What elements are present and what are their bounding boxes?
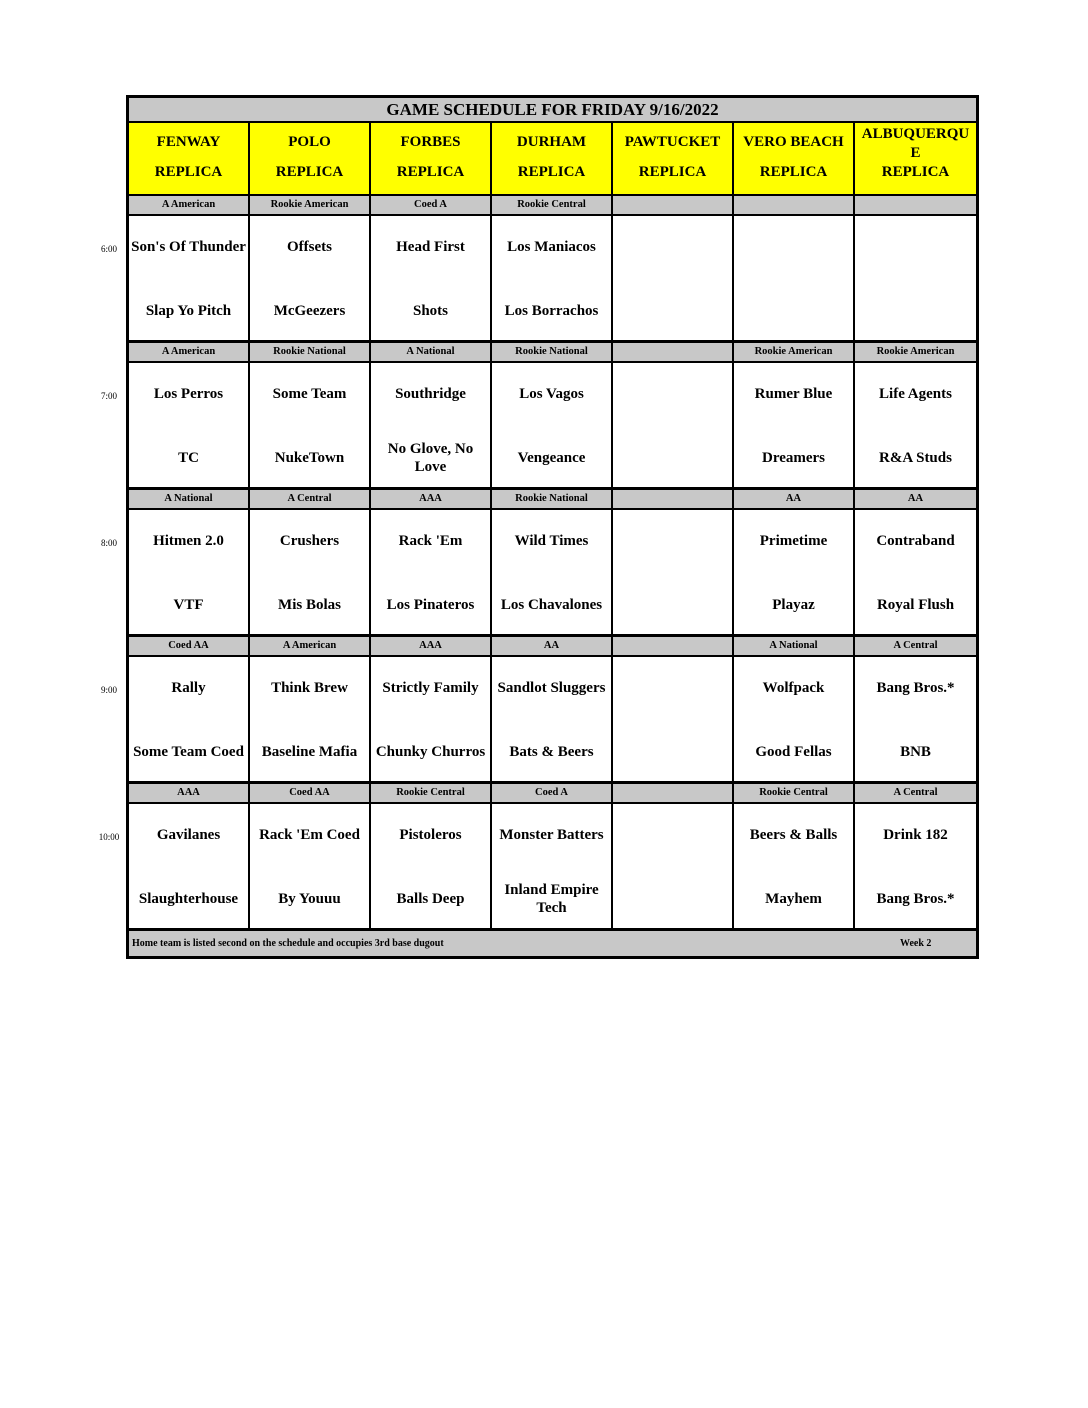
division-label: Rookie American <box>734 343 855 363</box>
home-team: Slap Yo Pitch <box>145 303 232 319</box>
away-team: Los Vagos <box>519 386 584 402</box>
field-header <box>371 123 492 196</box>
home-team: Baseline Mafia <box>261 744 358 760</box>
home-team: Los Borrachos <box>504 303 599 319</box>
field-header <box>613 123 734 196</box>
game-cell <box>371 657 492 784</box>
footer <box>129 931 976 956</box>
away-team: Bang Bros.* <box>876 680 955 696</box>
game-cell <box>734 657 855 784</box>
away-team: Primetime <box>759 533 828 549</box>
division-label: AA <box>492 637 613 657</box>
away-team: Rally <box>171 680 206 696</box>
away-team: Rumer Blue <box>754 386 833 402</box>
division-label: AAA <box>371 490 492 510</box>
division-label: Rookie American <box>250 196 371 216</box>
division-label: Coed AA <box>250 784 371 804</box>
game-cell <box>129 216 250 343</box>
time-label: 8:00 <box>100 538 117 548</box>
field-subtitle: REPLICA <box>154 164 223 180</box>
home-team: Chunky Churros <box>375 744 486 760</box>
division-label: A Central <box>855 784 976 804</box>
division-label <box>613 490 734 510</box>
away-team: Some Team <box>272 386 347 402</box>
time-slot-block <box>129 196 976 343</box>
home-team: NukeTown <box>274 450 345 466</box>
away-team: Monster Batters <box>499 827 604 843</box>
away-team: Head First <box>396 239 465 255</box>
away-team: Hitmen 2.0 <box>153 533 224 549</box>
time-label: 7:00 <box>100 391 117 401</box>
field-header-row <box>129 123 976 196</box>
field-header <box>855 123 976 196</box>
time-label: 9:00 <box>100 685 117 695</box>
game-cell <box>371 363 492 490</box>
time-label: 6:00 <box>100 244 117 254</box>
game-cell <box>250 510 371 637</box>
away-team: Contraband <box>876 533 955 549</box>
game-cell <box>734 510 855 637</box>
division-label <box>613 196 734 216</box>
division-label: A Central <box>855 637 976 657</box>
division-row <box>129 490 976 510</box>
home-team: Dreamers <box>761 450 826 466</box>
away-team: Los Maniacos <box>507 239 596 255</box>
game-cell <box>613 216 734 343</box>
games-row <box>129 216 976 343</box>
division-label: Rookie Central <box>371 784 492 804</box>
game-cell <box>492 804 613 931</box>
division-label: Rookie Central <box>734 784 855 804</box>
division-label <box>613 784 734 804</box>
division-label: AAA <box>129 784 250 804</box>
away-team: Wild Times <box>514 533 589 549</box>
division-label: A National <box>734 637 855 657</box>
field-subtitle: REPLICA <box>638 164 707 180</box>
away-team: Southridge <box>395 386 466 402</box>
game-cell <box>250 363 371 490</box>
division-label: Rookie American <box>855 343 976 363</box>
home-team: Vengeance <box>517 450 586 466</box>
away-team: Gavilanes <box>156 827 221 843</box>
field-subtitle: REPLICA <box>517 164 586 180</box>
game-cell <box>613 657 734 784</box>
game-cell <box>371 510 492 637</box>
home-team: VTF <box>173 597 204 613</box>
home-team: Inland Empire Tech <box>504 882 599 916</box>
games-row <box>129 657 976 784</box>
games-row <box>129 804 976 931</box>
away-team: Los Perros <box>153 386 224 402</box>
game-cell <box>734 363 855 490</box>
game-cell <box>129 510 250 637</box>
game-cell <box>613 510 734 637</box>
home-team: BNB <box>900 744 931 760</box>
game-cell <box>250 216 371 343</box>
division-label: A American <box>129 196 250 216</box>
division-row <box>129 196 976 216</box>
game-cell <box>371 804 492 931</box>
game-cell <box>734 216 855 343</box>
games-row <box>129 363 976 490</box>
division-label <box>613 343 734 363</box>
home-team: Bats & Beers <box>509 744 594 760</box>
division-label: A National <box>371 343 492 363</box>
game-cell <box>250 657 371 784</box>
away-team: Pistoleros <box>399 827 462 843</box>
division-label: Coed A <box>492 784 613 804</box>
game-cell <box>129 804 250 931</box>
division-label: A National <box>129 490 250 510</box>
division-label <box>855 196 976 216</box>
field-subtitle: REPLICA <box>881 164 950 180</box>
home-team: Bang Bros.* <box>876 891 955 907</box>
game-cell <box>129 363 250 490</box>
division-label: A American <box>129 343 250 363</box>
game-cell <box>855 363 976 490</box>
field-name: FORBES <box>400 134 461 150</box>
time-slot-block <box>129 784 976 931</box>
field-name: PAWTUCKET <box>624 134 721 150</box>
home-team: Los Chavalones <box>500 597 603 613</box>
game-cell <box>855 657 976 784</box>
division-label: Rookie National <box>250 343 371 363</box>
division-label <box>734 196 855 216</box>
home-team: No Glove, No Love <box>387 441 474 475</box>
division-label <box>613 637 734 657</box>
home-team: R&A Studs <box>879 450 952 466</box>
division-row <box>129 784 976 804</box>
division-label: AAA <box>371 637 492 657</box>
home-team: McGeezers <box>273 303 346 319</box>
away-team: Crushers <box>279 533 340 549</box>
game-cell <box>492 510 613 637</box>
home-team: Some Team Coed <box>133 744 244 760</box>
time-slot-block <box>129 343 976 490</box>
away-team: Strictly Family <box>382 680 479 696</box>
away-team: Beers & Balls <box>749 827 838 843</box>
field-name: ALBUQUERQUE <box>861 126 970 161</box>
footer-note: Home team is listed second on the schedule and occupies 3rd base dugout <box>132 938 444 949</box>
field-subtitle: REPLICA <box>396 164 465 180</box>
away-team: Rack 'Em Coed <box>259 827 360 843</box>
page-title: GAME SCHEDULE FOR FRIDAY 9/16/2022 <box>129 98 976 123</box>
division-label: A Central <box>250 490 371 510</box>
home-team: Mayhem <box>765 891 822 907</box>
division-label: A American <box>250 637 371 657</box>
home-team: Royal Flush <box>876 597 955 613</box>
game-cell <box>492 657 613 784</box>
away-team: Rack 'Em <box>398 533 463 549</box>
time-label: 10:00 <box>98 832 120 842</box>
away-team: Wolfpack <box>762 680 825 696</box>
away-team: Think Brew <box>271 680 348 696</box>
division-label: AA <box>734 490 855 510</box>
game-cell <box>371 216 492 343</box>
field-name: POLO <box>288 134 331 150</box>
home-team: Good Fellas <box>755 744 832 760</box>
field-header <box>129 123 250 196</box>
home-team: Shots <box>412 303 449 319</box>
division-label: Rookie National <box>492 490 613 510</box>
game-cell <box>613 363 734 490</box>
division-label: AA <box>855 490 976 510</box>
away-team: Offsets <box>287 239 332 255</box>
game-cell <box>250 804 371 931</box>
field-header <box>734 123 855 196</box>
home-team: Los Pinateros <box>386 597 475 613</box>
away-team: Sandlot Sluggers <box>497 680 606 696</box>
game-cell <box>129 657 250 784</box>
game-cell <box>855 216 976 343</box>
field-subtitle: REPLICA <box>759 164 828 180</box>
away-team: Life Agents <box>879 386 952 402</box>
field-header <box>250 123 371 196</box>
field-name: FENWAY <box>156 134 221 150</box>
home-team: Slaughterhouse <box>138 891 239 907</box>
time-slot-block <box>129 637 976 784</box>
field-header <box>492 123 613 196</box>
week-label: Week 2 <box>900 938 932 949</box>
time-slot-block <box>129 490 976 637</box>
game-cell <box>492 363 613 490</box>
division-label: Rookie National <box>492 343 613 363</box>
home-team: Mis Bolas <box>278 597 341 613</box>
field-subtitle: REPLICA <box>275 164 344 180</box>
home-team: By Youuu <box>278 891 341 907</box>
game-cell <box>855 804 976 931</box>
division-label: Coed AA <box>129 637 250 657</box>
schedule-sheet <box>126 95 979 959</box>
game-cell <box>613 804 734 931</box>
division-label: Rookie Central <box>492 196 613 216</box>
division-row <box>129 637 976 657</box>
game-cell <box>492 216 613 343</box>
game-cell <box>855 510 976 637</box>
away-team: Drink 182 <box>883 827 948 843</box>
field-name: VERO BEACH <box>743 134 844 150</box>
home-team: TC <box>178 450 199 466</box>
division-label: Coed A <box>371 196 492 216</box>
division-row <box>129 343 976 363</box>
games-row <box>129 510 976 637</box>
game-cell <box>734 804 855 931</box>
home-team: Balls Deep <box>396 891 465 907</box>
away-team: Son's Of Thunder <box>131 239 246 255</box>
field-name: DURHAM <box>516 134 587 150</box>
home-team: Playaz <box>772 597 815 613</box>
